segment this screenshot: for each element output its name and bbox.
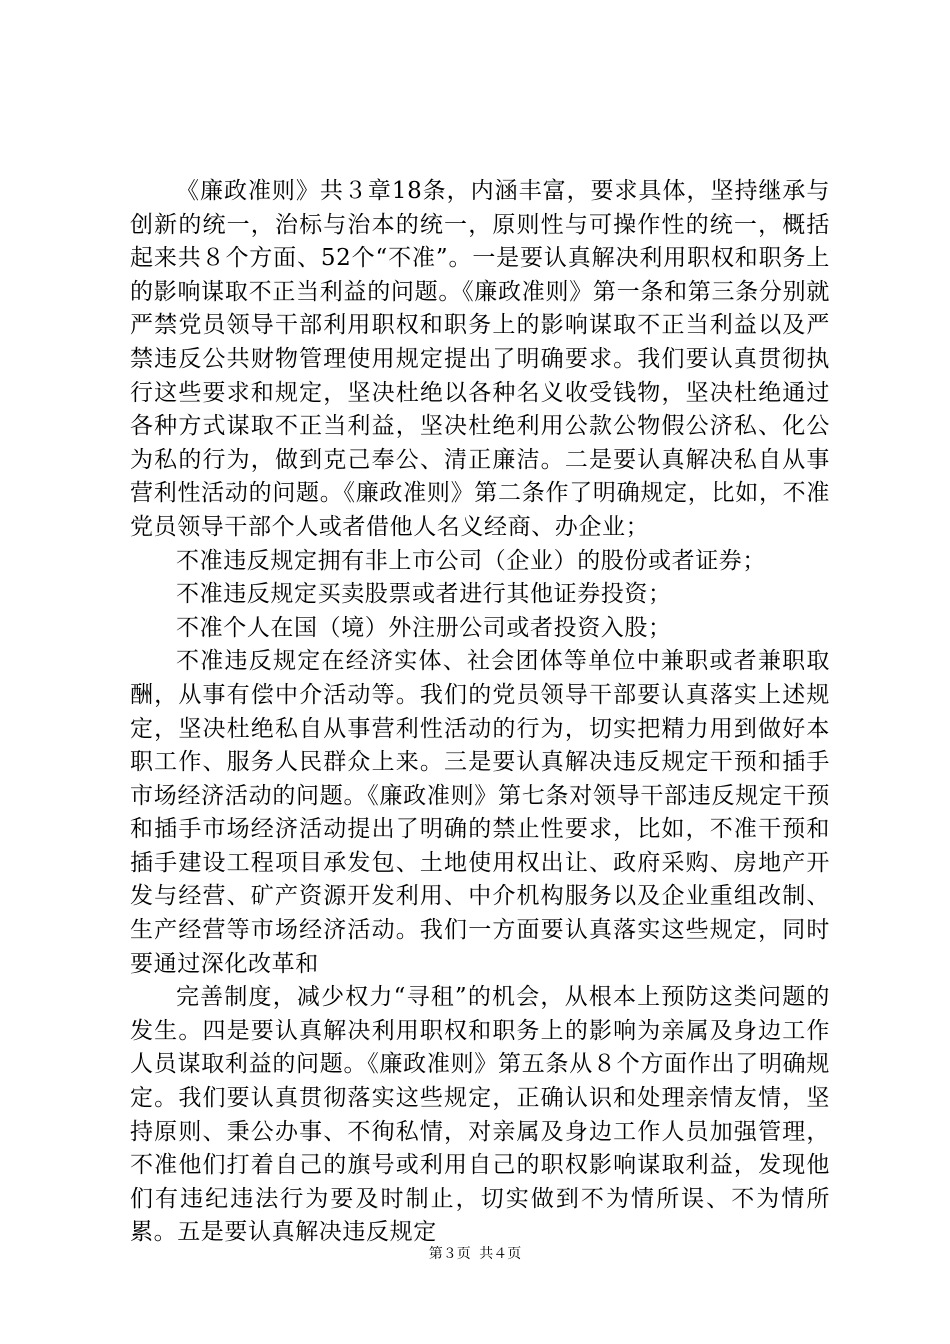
page-number: 第３页	[428, 1246, 471, 1262]
page-total: 共４页	[479, 1246, 522, 1262]
paragraph-6: 完善制度，减少权力“寻租”的机会，从根本上预防这类问题的发生。四是要认真解决利用职权和职务上的影响为亲属及身边工作人员谋取利益的问题。《廉政准则》第五条从８个方面作出了明确规定。我们要认真贯彻落实这些规定，正确认识和处理亲情友情，坚持原则、秉公办事、不徇私情，对亲属及身边工作人员加强管理，不准他们打着自己的旗号或利用自己的职权影响谋取利益，发现他们有违纪违法行为要及时制止，切实做到不为情所误、不为情所累。五是要认真解决违反规定	[130, 984, 830, 1246]
page-footer	[0, 1244, 950, 1264]
paragraph-2: 不准违反规定拥有非上市公司（企业）的股份或者证券；	[176, 547, 766, 574]
paragraph-1: 《廉政准则》共３章18条，内涵丰富，要求具体，坚持继承与创新的统一，治标与治本的统一，原则性与可操作性的统一，概括起来共８个方面、52个“不准”。一是要认真解决利用职权和职务上的影响谋取不正当利益的问题。《廉政准则》第一条和第三条分别就严禁党员领导干部利用职权和职务上的影响谋取不正当利益以及严禁违反公共财物管理使用规定提出了明确要求。我们要认真贯彻执行这些要求和规定，坚决杜绝以各种名义收受钱物，坚决杜绝通过各种方式谋取不正当利益，坚决杜绝利用公款公物假公济私、化公为私的行为，做到克己奉公、清正廉洁。二是要认真解决私自从事营利性活动的问题。《廉政准则》第二条作了明确规定，比如，不准党员领导干部个人或者借他人名义经商、办企业；	[130, 178, 830, 540]
paragraph-3: 不准违反规定买卖股票或者进行其他证券投资；	[176, 581, 672, 608]
paragraph-4: 不准个人在国（境）外注册公司或者投资入股；	[176, 614, 672, 641]
paragraph-5: 不准违反规定在经济实体、社会团体等单位中兼职或者兼职取酬，从事有偿中介活动等。我们的党员领导干部要认真落实上述规定，坚决杜绝私自从事营利性活动的行为，切实把精力用到做好本职工作、服务人民群众上来。三是要认真解决违反规定干预和插手市场经济活动的问题。《廉政准则》第七条对领导干部违反规定干预和插手市场经济活动提出了明确的禁止性要求，比如，不准干预和插手建设工程项目承发包、土地使用权出让、政府采购、房地产开发与经营、矿产资源开发利用、中介机构服务以及企业重组改制、生产经营等市场经济活动。我们一方面要认真落实这些规定，同时要通过深化改革和	[130, 648, 830, 977]
document-body	[130, 175, 830, 1250]
